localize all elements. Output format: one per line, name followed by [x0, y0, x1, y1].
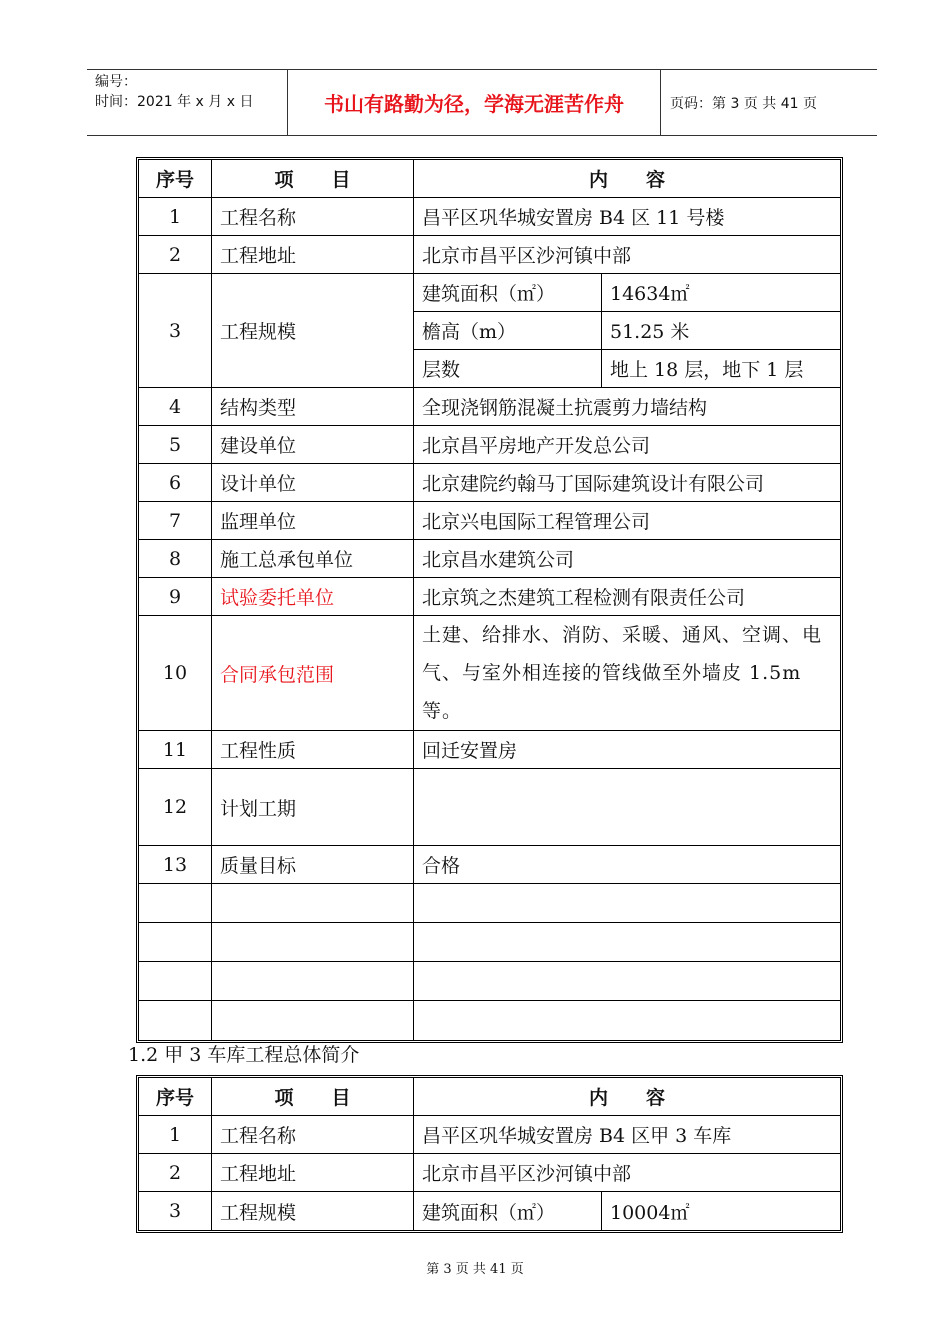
empty-cell — [139, 884, 212, 923]
row-item: 工程规模 — [212, 274, 414, 388]
row-content: 北京昌水建筑公司 — [414, 540, 840, 578]
empty-cell — [414, 1001, 840, 1040]
table-row — [139, 198, 840, 236]
table-row — [139, 388, 840, 426]
empty-cell — [139, 962, 212, 1001]
sub-value: 10004㎡ — [610, 1201, 690, 1224]
sub-value: 51.25 米 — [602, 312, 840, 350]
table-row — [139, 1154, 840, 1192]
row-item-highlighted: 合同承包范围 — [212, 616, 414, 731]
sub-value: 地上 18 层，地下 1 层 — [602, 350, 840, 388]
garage-overview-table — [136, 1075, 843, 1233]
empty-row — [139, 884, 840, 923]
row-content: 昌平区巩华城安置房 B4 区 11 号楼 — [414, 198, 840, 236]
row-seq: 3 — [139, 274, 212, 388]
table-row — [139, 540, 840, 578]
empty-cell — [139, 923, 212, 962]
row-seq: 13 — [139, 846, 212, 884]
row-content: 合格 — [414, 846, 840, 884]
empty-row — [139, 962, 840, 1001]
row-seq: 2 — [139, 1154, 212, 1192]
row-item: 工程名称 — [212, 1116, 414, 1154]
sub-key: 层数 — [414, 350, 602, 388]
table-header-row — [139, 160, 840, 198]
table-row — [139, 846, 840, 884]
sub-key: 建筑面积（㎡） — [414, 274, 602, 312]
row-seq: 12 — [139, 769, 212, 846]
row-content: 土建、给排水、消防、采暖、通风、空调、电气、与室外相连接的管线做至外墙皮 1.5m 等。 — [414, 616, 840, 731]
table-row — [139, 502, 840, 540]
row-item: 工程规模 — [212, 1192, 414, 1230]
row-content: 全现浇钢筋混凝土抗震剪力墙结构 — [414, 388, 840, 426]
empty-row — [139, 1001, 840, 1040]
empty-cell — [414, 884, 840, 923]
header-motto: 书山有路勤为径，学海无涯苦作舟 — [288, 70, 661, 135]
page-footer: 第 3 页 共 41 页 — [426, 1262, 524, 1277]
row-item: 施工总承包单位 — [212, 540, 414, 578]
table-row — [139, 1192, 840, 1230]
empty-cell — [212, 923, 414, 962]
empty-cell — [414, 923, 840, 962]
row-content: 北京筑之杰建筑工程检测有限责任公司 — [414, 578, 840, 616]
table-row — [139, 274, 840, 312]
row-seq: 11 — [139, 731, 212, 769]
document-time-label: 时间：2021 年 x 月 x 日 — [95, 94, 254, 110]
row-content — [414, 769, 840, 846]
section-title: 1.2 甲 3 车库工程总体简介 — [128, 1044, 360, 1066]
row-seq: 1 — [139, 1116, 212, 1154]
row-item: 结构类型 — [212, 388, 414, 426]
row-content: 北京市昌平区沙河镇中部 — [414, 1154, 840, 1192]
row-item: 工程名称 — [212, 198, 414, 236]
row-seq: 9 — [139, 578, 212, 616]
row-seq: 8 — [139, 540, 212, 578]
row-content: 北京市昌平区沙河镇中部 — [414, 236, 840, 274]
empty-cell — [212, 1001, 414, 1040]
row-seq: 1 — [139, 198, 212, 236]
row-item: 监理单位 — [212, 502, 414, 540]
row-item-highlighted: 试验委托单位 — [212, 578, 414, 616]
table-row — [139, 769, 840, 846]
table-row — [139, 1116, 840, 1154]
row-seq: 5 — [139, 426, 212, 464]
row-seq: 6 — [139, 464, 212, 502]
table-row — [139, 464, 840, 502]
row-item: 计划工期 — [212, 769, 414, 846]
row-item: 工程地址 — [212, 236, 414, 274]
header-content: 内 容 — [414, 1078, 840, 1116]
table-row — [139, 731, 840, 769]
row-content: 北京建院约翰马丁国际建筑设计有限公司 — [414, 464, 840, 502]
document-code-label: 编号： — [95, 74, 137, 90]
row-seq: 2 — [139, 236, 212, 274]
row-seq: 4 — [139, 388, 212, 426]
header-seq: 序号 — [139, 160, 212, 198]
empty-cell — [212, 962, 414, 1001]
project-overview-table — [136, 157, 843, 1043]
row-content: 昌平区巩华城安置房 B4 区甲 3 车库 — [414, 1116, 840, 1154]
empty-row — [139, 923, 840, 962]
header-page-info: 页码：第 3 页 共 41 页 — [670, 95, 817, 112]
row-seq: 7 — [139, 502, 212, 540]
header-item: 项 目 — [212, 1078, 414, 1116]
header-seq: 序号 — [139, 1078, 212, 1116]
empty-cell — [212, 884, 414, 923]
page-header — [87, 69, 877, 136]
row-content: 北京兴电国际工程管理公司 — [414, 502, 840, 540]
row-seq: 10 — [139, 616, 212, 731]
header-item: 项 目 — [212, 160, 414, 198]
row-item: 质量目标 — [212, 846, 414, 884]
table-header-row — [139, 1078, 840, 1116]
sub-key: 檐高（m） — [414, 312, 602, 350]
sub-value: 14634㎡ — [602, 274, 840, 312]
row-item: 设计单位 — [212, 464, 414, 502]
header-content: 内 容 — [414, 160, 840, 198]
row-item: 建设单位 — [212, 426, 414, 464]
row-seq: 3 — [139, 1192, 212, 1230]
table-row — [139, 616, 840, 731]
row-item: 工程性质 — [212, 731, 414, 769]
row-content: 北京昌平房地产开发总公司 — [414, 426, 840, 464]
table-row — [139, 426, 840, 464]
table-row — [139, 578, 840, 616]
empty-cell — [414, 962, 840, 1001]
table-row — [139, 236, 840, 274]
row-item: 工程地址 — [212, 1154, 414, 1192]
empty-cell — [139, 1001, 212, 1040]
sub-key: 建筑面积（㎡） — [414, 1192, 602, 1230]
row-content: 回迁安置房 — [414, 731, 840, 769]
header-meta — [87, 70, 288, 135]
